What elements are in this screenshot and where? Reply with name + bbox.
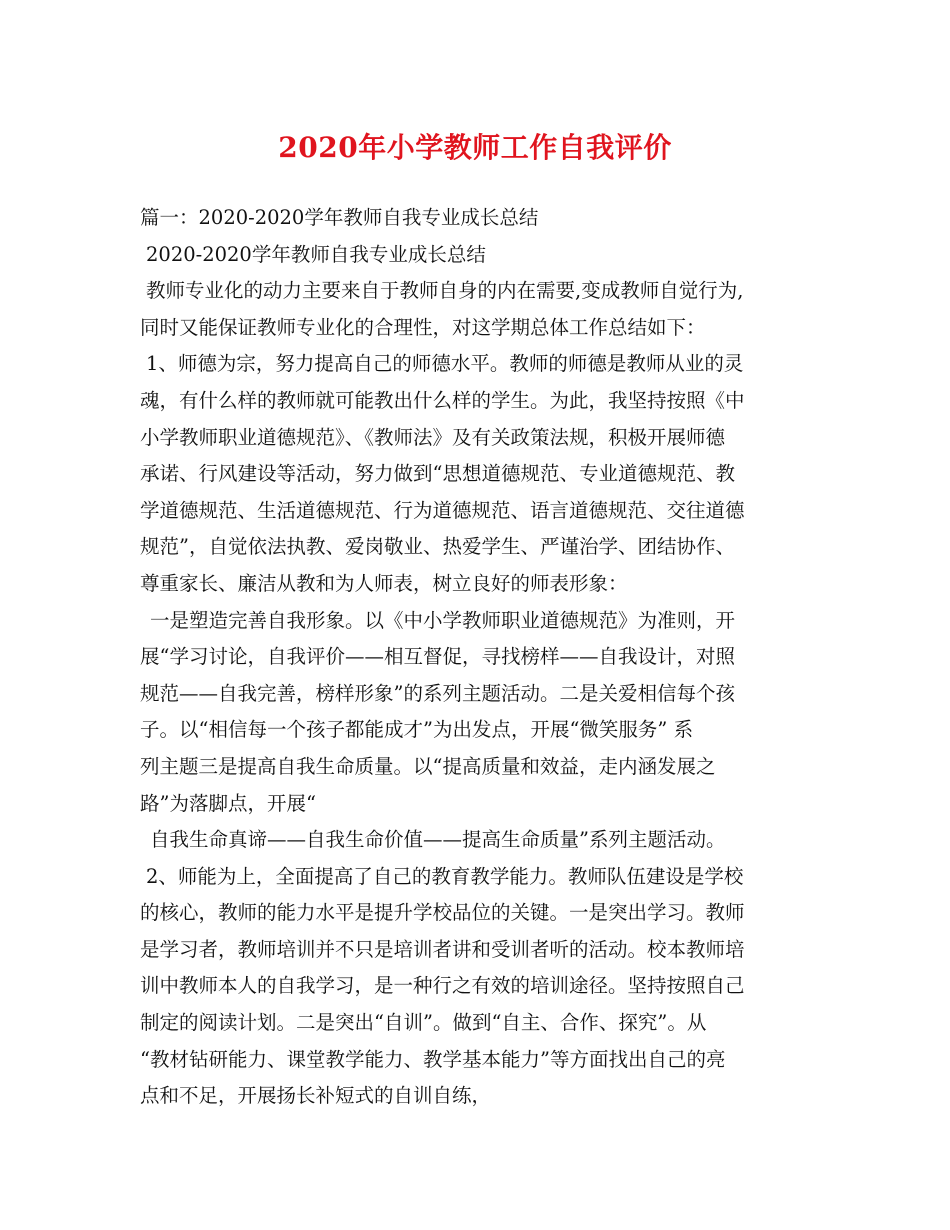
paragraph-line: 2、师能为上，全面提高了自己的教育教学能力。教师队伍建设是学校 — [146, 864, 744, 888]
paragraph-line: 魂，有什么样的教师就可能教出什么样的学生。为此，我坚持按照《中 — [140, 388, 745, 412]
paragraph-line: 制定的阅读计划。二是突出“自训”。做到“自主、合作、探究”。从 — [140, 1011, 707, 1035]
paragraph-line: 教师专业化的动力主要来自于教师自身的内在需要,变成教师自觉行为, — [146, 279, 744, 303]
paragraph-line: 同时又能保证教师专业化的合理性，对这学期总体工作总结如下： — [140, 315, 706, 339]
paragraph-line: 一是塑造完善自我形象。以《中小学教师职业道德规范》为准则，开 — [150, 608, 736, 632]
paragraph-line: 规范——自我完善，榜样形象”的系列主题活动。二是关爱相信每个孩 — [140, 681, 735, 705]
paragraph-line: 学道德规范、生活道德规范、行为道德规范、语言道德规范、交往道德 — [140, 498, 745, 522]
paragraph-line: 列主题三是提高自我生命质量。以“提高质量和效益，走内涵发展之 — [140, 754, 716, 778]
section-heading: 篇一：2020-2020学年教师自我专业成长总结 — [140, 206, 539, 229]
paragraph-line: 展“学习讨论，自我评价——相互督促，寻找榜样——自我设计，对照 — [140, 645, 735, 669]
paragraph-line: 小学教师职业道德规范》、《教师法》及有关政策法规，积极开展师德 — [140, 425, 726, 449]
paragraph-line: 训中教师本人的自我学习，是一种行之有效的培训途径。坚持按照自己 — [140, 974, 745, 998]
document-title: 2020年小学教师工作自我评价 — [278, 131, 672, 164]
paragraph-line: 承诺、行风建设等活动，努力做到“思想道德规范、专业道德规范、教 — [140, 462, 735, 486]
paragraph-line: 尊重家长、廉洁从教和为人师表，树立良好的师表形象： — [140, 571, 628, 595]
paragraph-line: 子。以“相信每一个孩子都能成才”为出发点，开展“微笑服务” 系 — [140, 718, 694, 742]
paragraph-line: 路”为落脚点，开展“ — [140, 791, 316, 815]
paragraph-line: 规范”，自觉依法执教、爱岗敬业、热爱学生、严谨治学、团结协作、 — [140, 535, 735, 559]
paragraph-line: 1、师德为宗，努力提高自己的师德水平。教师的师德是教师从业的灵 — [146, 352, 744, 376]
subheading: 2020-2020学年教师自我专业成长总结 — [146, 242, 486, 266]
document-body — [140, 200, 820, 1115]
paragraph-line: “教材钻研能力、课堂教学能力、教学基本能力”等方面找出自己的亮 — [140, 1047, 726, 1071]
paragraph-line: 是学习者，教师培训并不只是培训者讲和受训者听的活动。校本教师培 — [140, 937, 745, 961]
paragraph-line: 自我生命真谛——自我生命价值——提高生命质量”系列主题活动。 — [150, 828, 726, 852]
paragraph-line: 的核心，教师的能力水平是提升学校品位的关键。一是突出学习。教师 — [140, 901, 745, 925]
paragraph-line: 点和不足，开展扬长补短式的自训自练， — [140, 1084, 492, 1108]
